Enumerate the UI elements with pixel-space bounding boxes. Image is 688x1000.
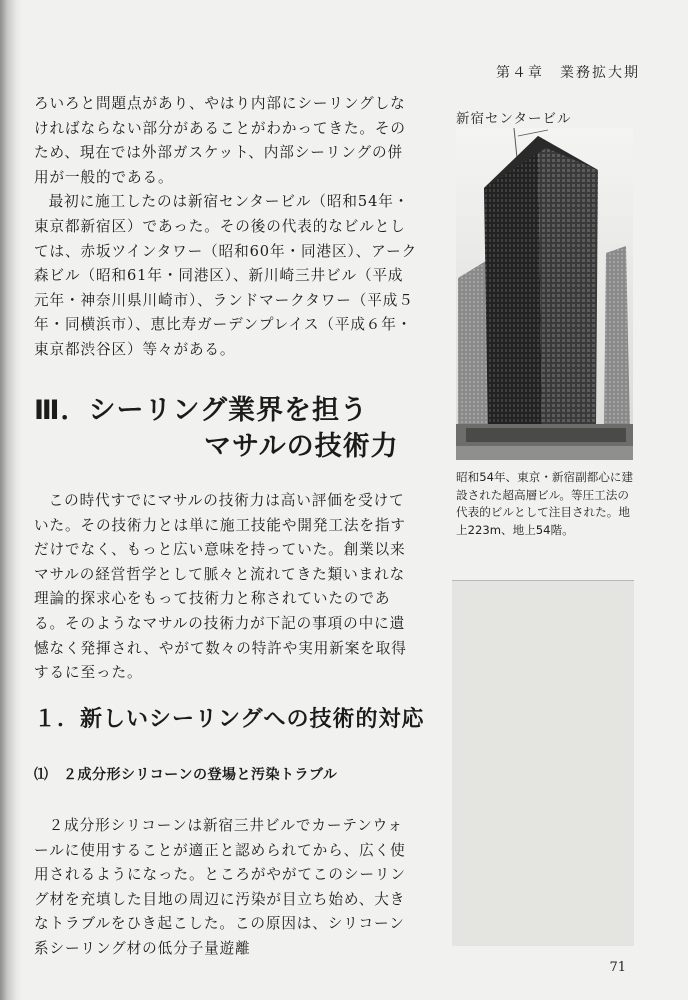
running-head: 第４章 業務拡大期 <box>496 65 640 81</box>
section-heading-line-2: マサルの技術力 <box>204 431 399 462</box>
paragraph: ろいろと問題点があり、やはり内部にシーリングしなければならない部分があることがわかってきた。そのため、現在では外部ガスケット、内部シーリングの併用が一般的である。 <box>34 95 406 186</box>
paragraph: ２成分形シリコーンは新宿三井ビルでカーテンウォールに使用することが適正と認められてから、広く使用されるようになった。ところがやがてこのシーリング材を充填した目地の周辺に汚染が目立ち始め、大きなトラブルをひき起こした。この原因は、シリコーン系シーリング材の低分子量遊離 <box>34 817 406 957</box>
paragraph: 最初に施工したのは新宿センタービル（昭和54年・東京都新宿区）であった。その後の代表的なビルとしては、赤坂ツインタワー（昭和60年・同港区）、アーク森ビル（昭和61年・同港区）、新川崎三井ビル（平成元年・神奈川県川崎市）、ランドマークタワー（平成５年・同横浜市）、恵比寿ガーデンプレイス（平成６年・東京都渋谷区）等々がある。 <box>34 193 418 358</box>
photo-caption: 昭和54年、東京・新宿副都心に建設された超高層ビル。等圧工法の代表的ビルとして注目された。地上223m、地上54階。 <box>456 470 634 537</box>
building-photo <box>456 128 633 460</box>
photo-label: 新宿センタービル <box>456 111 572 127</box>
body-text-block-2 <box>34 489 418 686</box>
sub-heading: １．新しいシーリングへの技術的対応 <box>34 707 425 732</box>
body-text-block-3 <box>34 814 418 962</box>
sidebar-bleed-through-box <box>452 580 634 946</box>
bleed-through-text <box>460 597 626 939</box>
subsub-heading: ⑴ ２成分形シリコーンの登場と汚染トラブル <box>34 767 338 783</box>
section-heading-line-1: Ⅲ．シーリング業界を担う <box>34 395 368 426</box>
page-gutter-shadow <box>0 0 22 1000</box>
page-number: 71 <box>609 960 626 975</box>
body-text-block-1 <box>34 92 418 363</box>
paragraph: この時代すでにマサルの技術力は高い評価を受けていた。その技術力とは単に施工技能や開発工法を指すだけでなく、もっと広い意味を持っていた。創業以来マサルの経営哲学として脈々と流れてきた類いまれな理論的探求心をもって技術力と称されていたのである。そのようなマサルの技術力が下記の事項の中に遺憾なく発揮され、やがて数々の特許や実用新案を取得するに至った。 <box>34 492 407 682</box>
skyscraper-illustration <box>456 128 633 460</box>
section-heading <box>34 393 418 465</box>
